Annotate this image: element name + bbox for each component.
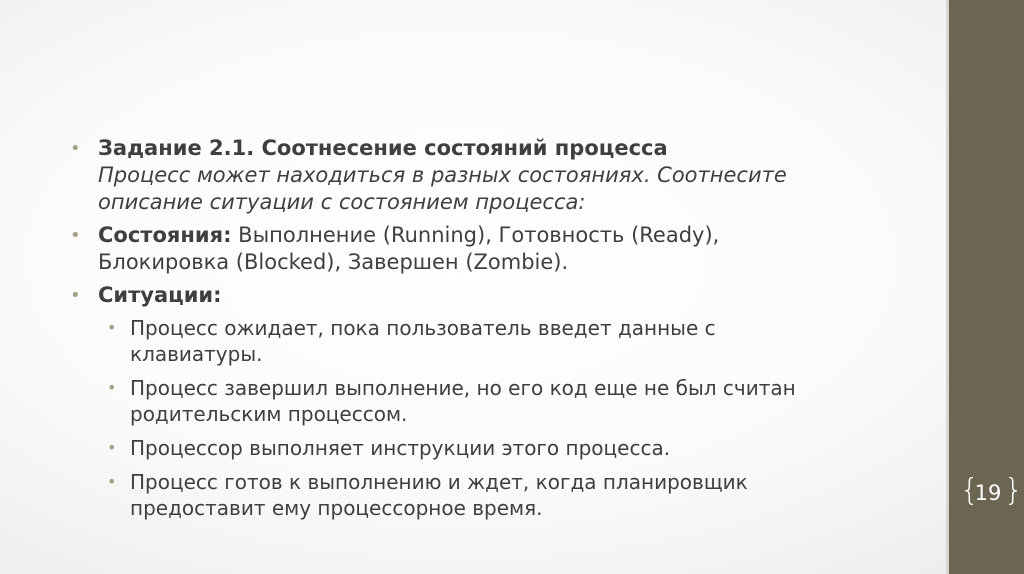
situation-item-4 [70, 469, 870, 521]
situation-4-line-2: предоставит ему процессорное время. [130, 496, 543, 520]
task-description-line-1: Процесс может находиться в разных состояниях. Соотнесите [98, 163, 787, 187]
bullet-task [70, 135, 870, 216]
page-number-badge [960, 470, 1024, 520]
right-brace-icon: } [1004, 473, 1024, 508]
bullet-situations [70, 282, 870, 309]
task-title: Задание 2.1. Соотнесение состояний процесса [98, 136, 668, 160]
states-text-2: Блокировка (Blocked), Завершен (Zombie). [98, 250, 569, 274]
left-brace-icon: { [960, 473, 980, 508]
bullet-dot-icon: • [70, 285, 81, 306]
page-number: 19 [974, 481, 1002, 505]
situation-4-line-1: Процесс готов к выполнению и ждет, когда планировщик [130, 470, 748, 494]
situation-item-2 [70, 375, 870, 427]
bullet-dot-icon: • [107, 318, 117, 337]
states-text-1: Выполнение (Running), Готовность (Ready), [231, 223, 720, 247]
bullet-dot-icon: • [107, 438, 117, 457]
situation-item-3 [70, 435, 870, 461]
situation-1-line-1: Процесс ожидает, пока пользователь введет данные с [130, 316, 716, 340]
task-description-line-2: описание ситуации с состоянием процесса: [98, 190, 586, 214]
situation-2-line-1: Процесс завершил выполнение, но его код еще не был считан [130, 376, 796, 400]
bullet-dot-icon: • [107, 378, 117, 397]
slide-content [70, 135, 870, 529]
states-line-1 [98, 222, 870, 249]
states-label: Состояния: [98, 223, 232, 247]
bullet-states [70, 222, 870, 276]
bullet-dot-icon: • [70, 225, 81, 246]
situation-item-1 [70, 315, 870, 367]
situations-label: Ситуации: [98, 283, 222, 307]
situation-2-line-2: родительским процессом. [130, 402, 408, 426]
bullet-dot-icon: • [70, 138, 81, 159]
situation-3-line-1: Процессор выполняет инструкции этого процесса. [130, 436, 671, 460]
situation-1-line-2: клавиатуры. [130, 342, 263, 366]
bullet-dot-icon: • [107, 472, 117, 491]
